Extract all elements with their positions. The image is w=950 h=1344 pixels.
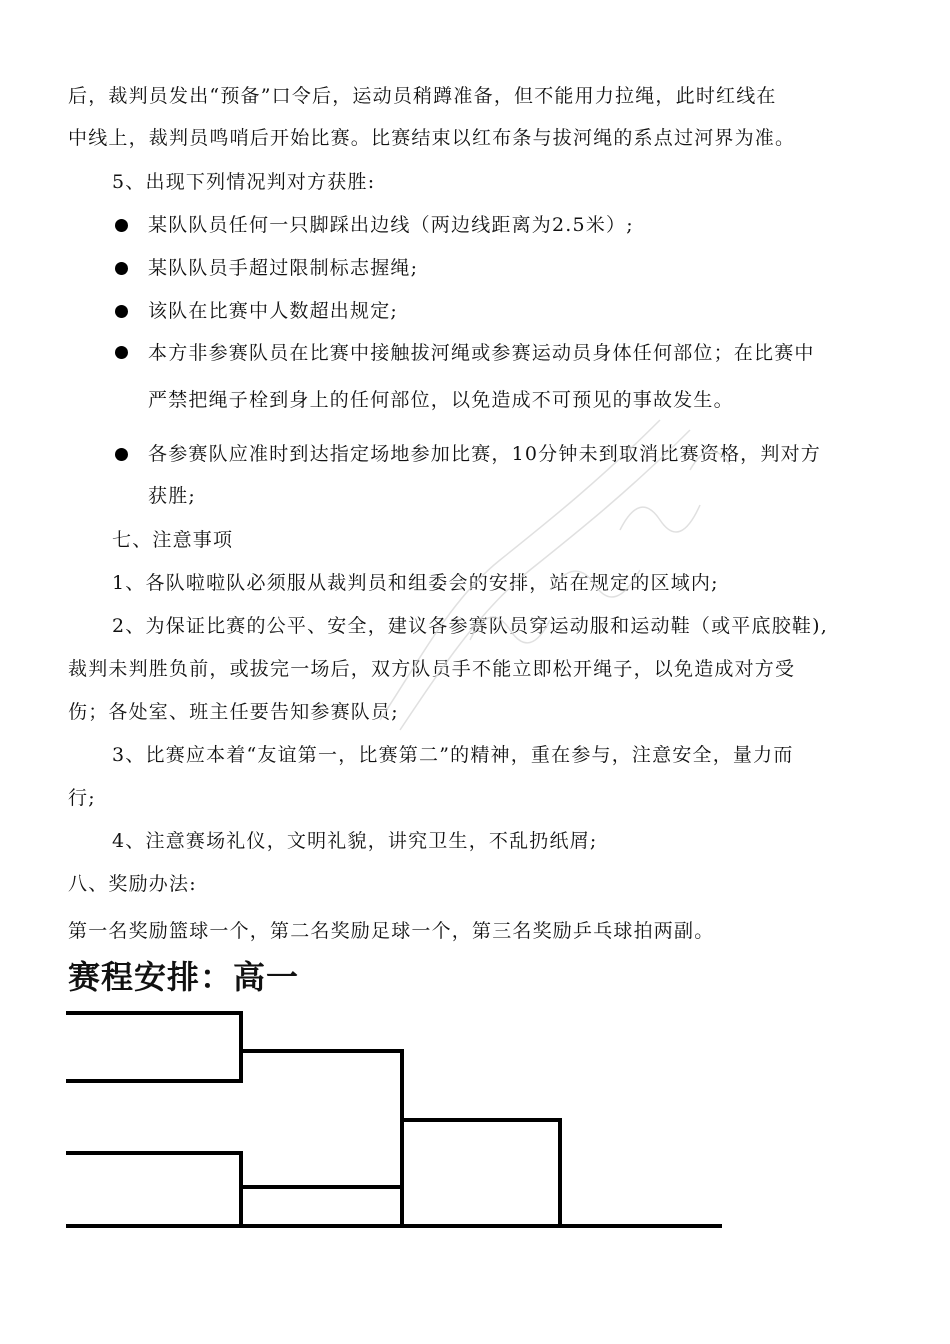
paragraph-line: 中线上，裁判员鸣哨后开始比赛。比赛结束以红布条与拔河绳的系点过河界为准。 — [68, 127, 796, 149]
section-title: 七、注意事项 — [112, 529, 234, 551]
paragraph-line: 后，裁判员发出“预备”口令后，运动员稍蹲准备，但不能用力拉绳，此时红线在 — [68, 85, 777, 107]
rule-intro: 5、出现下列情况判对方获胜: — [112, 171, 376, 193]
bullet-item: 各参赛队应准时到达指定场地参加比赛，10分钟未到取消比赛资格，判对方 — [148, 443, 821, 465]
bullet-item: 本方非参赛队员在比赛中接触拔河绳或参赛运动员身体任何部位；在比赛中 — [148, 342, 815, 364]
note-item-continuation: 裁判未判胜负前，或拔完一场后，双方队员手不能立即松开绳子，以免造成对方受 — [68, 658, 796, 680]
note-item: 3、比赛应本着“友谊第一，比赛第二”的精神，重在参与，注意安全，量力而 — [112, 744, 794, 766]
bracket-match-2 — [68, 1153, 241, 1226]
note-item-continuation: 行; — [68, 787, 96, 809]
schedule-heading: 赛程安排：高一 — [68, 958, 300, 996]
note-item: 2、为保证比赛的公平、安全，建议各参赛队员穿运动服和运动鞋（或平底胶鞋), — [112, 615, 828, 637]
bullet-item: 该队在比赛中人数超出规定; — [148, 300, 399, 322]
bracket-semifinal — [402, 1120, 560, 1226]
bracket-match-1 — [68, 1013, 241, 1081]
section-title: 八、奖励办法: — [68, 873, 197, 895]
bullet-item: 某队队员任何一只脚踩出边线（两边线距离为2.5米）; — [148, 214, 634, 236]
bullet-item: 某队队员手超过限制标志握绳; — [148, 257, 419, 279]
note-item: 1、各队啦啦队必须服从裁判员和组委会的安排，站在规定的区域内; — [112, 572, 719, 594]
bullet-item-continuation: 严禁把绳子栓到身上的任何部位，以免造成不可预见的事故发生。 — [148, 389, 734, 411]
note-item: 4、注意赛场礼仪，文明礼貌，讲究卫生，不乱扔纸屑; — [112, 830, 598, 852]
award-text: 第一名奖励篮球一个，第二名奖励足球一个，第三名奖励乒乓球拍两副。 — [68, 920, 715, 942]
note-item-continuation: 伤；各处室、班主任要告知参赛队员; — [68, 701, 399, 723]
bullet-item-continuation: 获胜; — [148, 485, 197, 507]
